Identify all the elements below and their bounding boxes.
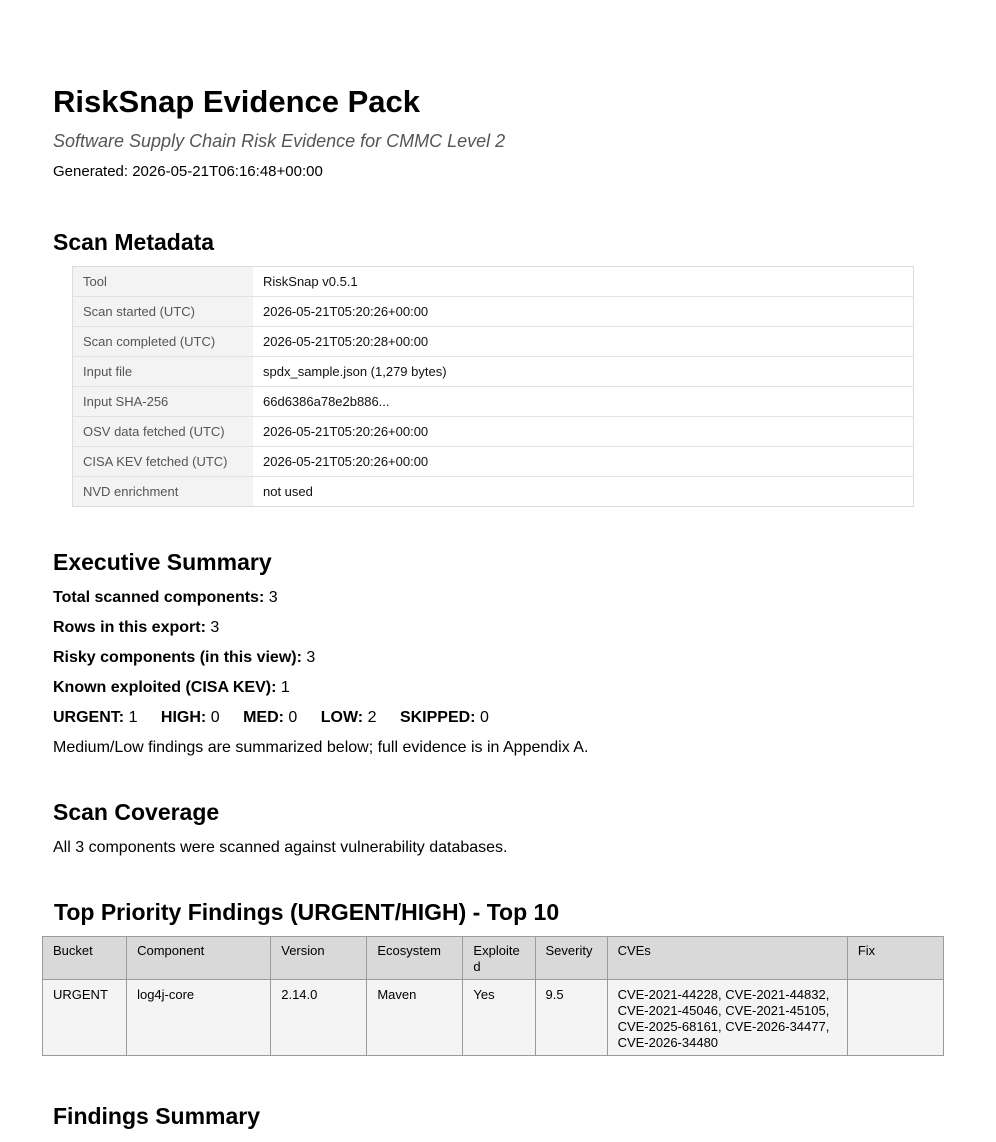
metadata-value: not used bbox=[253, 477, 914, 507]
summary-rows-value: 3 bbox=[210, 619, 220, 636]
column-header-severity: Severity bbox=[535, 937, 607, 980]
bucket-value: 0 bbox=[210, 709, 220, 726]
bucket-count-skipped bbox=[400, 708, 489, 728]
summary-risky-label: Risky components (in this view): bbox=[53, 649, 302, 666]
metadata-label: CISA KEV fetched (UTC) bbox=[73, 447, 254, 477]
metadata-label: NVD enrichment bbox=[73, 477, 254, 507]
document-title: RiskSnap Evidence Pack bbox=[53, 84, 421, 119]
cell-component: log4j-core bbox=[127, 980, 271, 1056]
bucket-count-high bbox=[161, 708, 220, 728]
metadata-value: 2026-05-21T05:20:26+00:00 bbox=[253, 447, 914, 477]
bucket-label: MED: bbox=[243, 709, 284, 726]
column-header-cves: CVEs bbox=[607, 937, 847, 980]
metadata-label: OSV data fetched (UTC) bbox=[73, 417, 254, 447]
metadata-row-input-file bbox=[73, 357, 914, 387]
cell-exploited: Yes bbox=[463, 980, 535, 1056]
summary-total-components bbox=[53, 588, 278, 608]
bucket-label: SKIPPED: bbox=[399, 709, 476, 726]
column-header-fix: Fix bbox=[847, 937, 943, 980]
bucket-label: LOW: bbox=[320, 709, 364, 726]
generated-timestamp: Generated: 2026-05-21T06:16:48+00:00 bbox=[53, 163, 323, 180]
metadata-value: 66d6386a78e2b886... bbox=[253, 387, 914, 417]
column-header-component: Component bbox=[127, 937, 271, 980]
summary-total-label: Total scanned components: bbox=[53, 589, 265, 606]
metadata-row-tool bbox=[73, 267, 914, 297]
bucket-counts bbox=[53, 708, 508, 728]
bucket-count-urgent bbox=[53, 708, 137, 728]
summary-risky-value: 3 bbox=[306, 649, 316, 666]
summary-kev-label: Known exploited (CISA KEV): bbox=[53, 679, 277, 696]
metadata-row-input-sha256 bbox=[73, 387, 914, 417]
metadata-label: Scan completed (UTC) bbox=[73, 327, 254, 357]
top-priority-heading: Top Priority Findings (URGENT/HIGH) - Top 10 bbox=[54, 899, 560, 925]
scan-metadata-heading: Scan Metadata bbox=[53, 229, 215, 255]
bucket-value: 1 bbox=[128, 709, 138, 726]
metadata-row-scan-started bbox=[73, 297, 914, 327]
metadata-label: Tool bbox=[73, 267, 254, 297]
cell-bucket: URGENT bbox=[43, 980, 127, 1056]
scan-coverage-heading: Scan Coverage bbox=[53, 799, 220, 825]
metadata-label: Input SHA-256 bbox=[73, 387, 254, 417]
bucket-label: URGENT: bbox=[53, 709, 125, 726]
findings-summary-heading: Findings Summary bbox=[53, 1103, 261, 1129]
cell-fix bbox=[847, 980, 943, 1056]
column-header-ecosystem: Ecosystem bbox=[367, 937, 463, 980]
metadata-row-nvd-enrichment bbox=[73, 477, 914, 507]
bucket-value: 0 bbox=[479, 709, 489, 726]
bucket-count-med bbox=[243, 708, 297, 728]
metadata-row-osv-fetched bbox=[73, 417, 914, 447]
metadata-value: RiskSnap v0.5.1 bbox=[253, 267, 914, 297]
top-priority-findings-table bbox=[42, 936, 944, 1056]
metadata-row-kev-fetched bbox=[73, 447, 914, 477]
metadata-value: 2026-05-21T05:20:28+00:00 bbox=[253, 327, 914, 357]
column-header-exploited: Exploited bbox=[463, 937, 535, 980]
scan-metadata-table bbox=[72, 266, 914, 507]
metadata-value: 2026-05-21T05:20:26+00:00 bbox=[253, 417, 914, 447]
cell-cves: CVE-2021-44228, CVE-2021-44832, CVE-2021-45046, CVE-2021-45105, CVE-2025-68161, CVE-2026-34477, CVE-2026-34480 bbox=[607, 980, 847, 1056]
table-header-row bbox=[43, 937, 944, 980]
summary-note: Medium/Low findings are summarized below; full evidence is in Appendix A. bbox=[53, 739, 589, 756]
bucket-value: 2 bbox=[367, 709, 377, 726]
summary-risky-components bbox=[53, 648, 315, 668]
metadata-row-scan-completed bbox=[73, 327, 914, 357]
column-header-version: Version bbox=[271, 937, 367, 980]
summary-known-exploited bbox=[53, 678, 290, 698]
document-subtitle: Software Supply Chain Risk Evidence for CMMC Level 2 bbox=[53, 131, 506, 151]
executive-summary-heading: Executive Summary bbox=[53, 549, 272, 575]
bucket-count-low bbox=[321, 708, 377, 728]
metadata-value: spdx_sample.json (1,279 bytes) bbox=[253, 357, 914, 387]
bucket-value: 0 bbox=[288, 709, 298, 726]
bucket-label: HIGH: bbox=[160, 709, 207, 726]
cell-version: 2.14.0 bbox=[271, 980, 367, 1056]
table-row bbox=[43, 980, 944, 1056]
metadata-label: Input file bbox=[73, 357, 254, 387]
metadata-value: 2026-05-21T05:20:26+00:00 bbox=[253, 297, 914, 327]
scan-coverage-text: All 3 components were scanned against vulnerability databases. bbox=[53, 839, 508, 856]
summary-rows-label: Rows in this export: bbox=[53, 619, 206, 636]
cell-severity: 9.5 bbox=[535, 980, 607, 1056]
summary-total-value: 3 bbox=[268, 589, 278, 606]
metadata-label: Scan started (UTC) bbox=[73, 297, 254, 327]
column-header-bucket: Bucket bbox=[43, 937, 127, 980]
cell-ecosystem: Maven bbox=[367, 980, 463, 1056]
summary-kev-value: 1 bbox=[280, 679, 290, 696]
summary-rows-in-export bbox=[53, 618, 219, 638]
